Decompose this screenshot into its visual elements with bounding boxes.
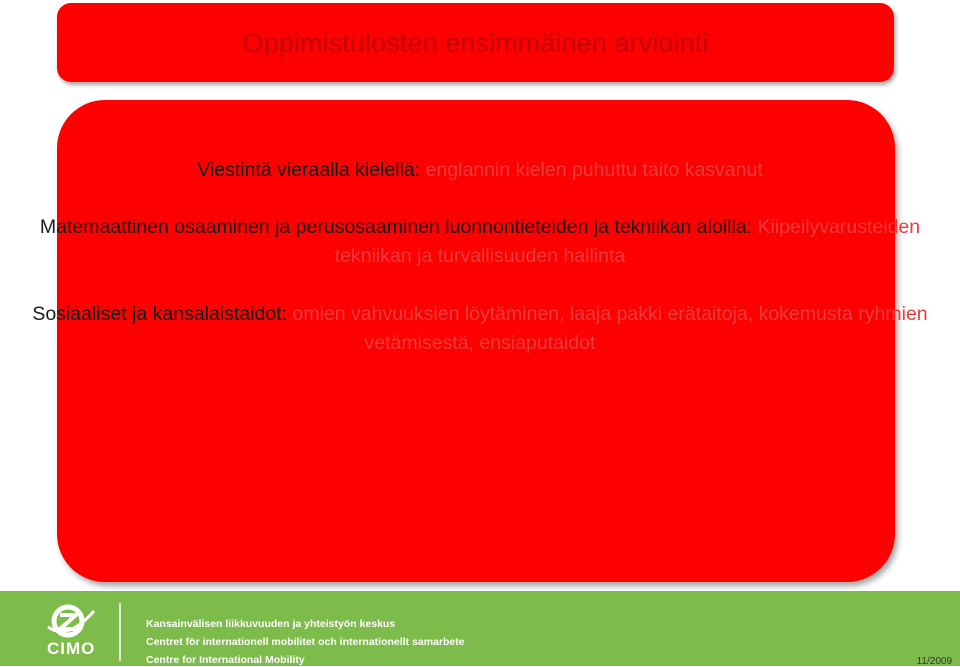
org-name-swedish: Centret för internationell mobilitet och internationellt samarbete	[146, 636, 465, 648]
paragraph-math-science	[0, 213, 960, 271]
slide-title: Oppimistulosten ensimmäinen arviointi	[242, 28, 709, 58]
footer-bar	[0, 591, 960, 666]
paragraph-value: Kiipeilyvarusteiden tekniikan ja turvallisuuden hallinta	[334, 216, 921, 267]
logo-text: CIMO	[47, 639, 96, 658]
org-name-english: Centre for International Mobility	[146, 654, 305, 666]
paragraph-communication	[0, 156, 960, 185]
title-box	[57, 3, 894, 82]
slide-date: 11/2009	[916, 656, 952, 667]
paragraph-value: englannin kielen puhuttu taito kasvanut	[425, 159, 763, 181]
paragraph-social-skills	[0, 300, 960, 358]
paragraph-label: Sosiaaliset ja kansalaistaidot:	[32, 303, 288, 325]
org-name-finnish: Kansainvälisen liikkuvuuden ja yhteistyön keskus	[146, 618, 396, 630]
paragraph-label: Matemaattinen osaaminen ja perusosaaminen luonnontieteiden ja tekniikan aloilla:	[39, 216, 753, 238]
paragraph-label: Viestintä vieraalla kielellä:	[197, 159, 421, 181]
paragraph-value: omien vahvuuksien löytäminen, laaja pakki erätaitoja, kokemusta ryhmien vetämisestä, ensiaputaidot	[292, 303, 928, 354]
footer-divider	[119, 603, 121, 661]
